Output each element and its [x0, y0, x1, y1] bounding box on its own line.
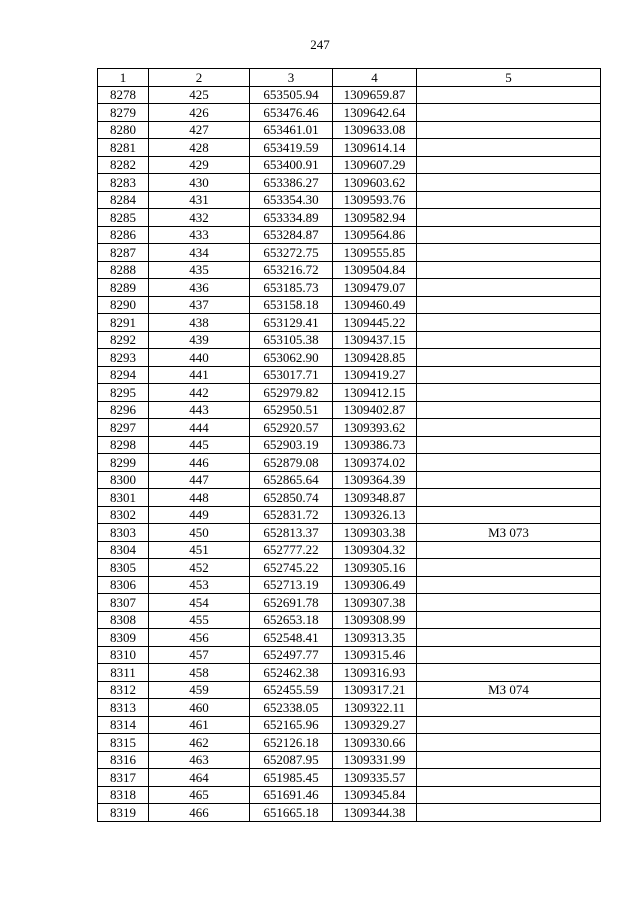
table-cell-col5 — [417, 594, 601, 612]
table-cell-col5 — [417, 436, 601, 454]
table-cell-col5 — [417, 646, 601, 664]
table-cell-col2: 427 — [149, 121, 250, 139]
table-cell-col1: 8296 — [98, 401, 149, 419]
table-cell-col2: 442 — [149, 384, 250, 402]
table-cell-col3: 652850.74 — [250, 489, 333, 507]
table-cell-col4: 1309593.76 — [333, 191, 417, 209]
table-cell-col3: 652087.95 — [250, 751, 333, 769]
table-cell-col1: 8317 — [98, 769, 149, 787]
table-cell-col3: 652497.77 — [250, 646, 333, 664]
table-row — [98, 279, 601, 297]
table-cell-col2: 462 — [149, 734, 250, 752]
table-cell-col4: 1309393.62 — [333, 419, 417, 437]
table-cell-col1: 8299 — [98, 454, 149, 472]
table-cell-col2: 438 — [149, 314, 250, 332]
table-cell-col5 — [417, 366, 601, 384]
table-cell-col5 — [417, 121, 601, 139]
table-cell-col1: 8291 — [98, 314, 149, 332]
table-cell-col5 — [417, 226, 601, 244]
table-cell-col4: 1309642.64 — [333, 104, 417, 122]
table-cell-col3: 653476.46 — [250, 104, 333, 122]
table-cell-col1: 8312 — [98, 681, 149, 699]
table-cell-col2: 428 — [149, 139, 250, 157]
table-cell-col2: 430 — [149, 174, 250, 192]
table-cell-col3: 653400.91 — [250, 156, 333, 174]
table-cell-col2: 463 — [149, 751, 250, 769]
table-cell-col1: 8294 — [98, 366, 149, 384]
table-row — [98, 471, 601, 489]
table-cell-col1: 8311 — [98, 664, 149, 682]
table-cell-col3: 653334.89 — [250, 209, 333, 227]
table-cell-col5 — [417, 716, 601, 734]
table-cell-col4: 1309305.16 — [333, 559, 417, 577]
table-cell-col1: 8314 — [98, 716, 149, 734]
table-cell-col2: 457 — [149, 646, 250, 664]
table-cell-col5: МЗ 074 — [417, 681, 601, 699]
table-cell-col3: 652831.72 — [250, 506, 333, 524]
table-cell-col5 — [417, 769, 601, 787]
table-cell-col2: 447 — [149, 471, 250, 489]
table-cell-col3: 653284.87 — [250, 226, 333, 244]
table-row — [98, 734, 601, 752]
table-cell-col3: 653158.18 — [250, 296, 333, 314]
table-row — [98, 611, 601, 629]
table-cell-col4: 1309306.49 — [333, 576, 417, 594]
table-cell-col3: 653386.27 — [250, 174, 333, 192]
table-cell-col4: 1309307.38 — [333, 594, 417, 612]
table-cell-col5 — [417, 191, 601, 209]
table-cell-col2: 451 — [149, 541, 250, 559]
table-cell-col1: 8302 — [98, 506, 149, 524]
table-cell-col1: 8295 — [98, 384, 149, 402]
table-row — [98, 86, 601, 104]
table-cell-col5 — [417, 786, 601, 804]
table-cell-col5 — [417, 174, 601, 192]
table-cell-col2: 437 — [149, 296, 250, 314]
table-cell-col2: 456 — [149, 629, 250, 647]
table-body — [98, 86, 601, 821]
table-row — [98, 769, 601, 787]
table-row — [98, 751, 601, 769]
table-cell-col4: 1309479.07 — [333, 279, 417, 297]
table-cell-col5: МЗ 073 — [417, 524, 601, 542]
table-cell-col4: 1309607.29 — [333, 156, 417, 174]
table-cell-col1: 8292 — [98, 331, 149, 349]
table-cell-col4: 1309437.15 — [333, 331, 417, 349]
table-row — [98, 489, 601, 507]
table-cell-col5 — [417, 296, 601, 314]
table-cell-col5 — [417, 349, 601, 367]
table-row — [98, 244, 601, 262]
table-row — [98, 454, 601, 472]
table-row — [98, 716, 601, 734]
table-cell-col3: 653017.71 — [250, 366, 333, 384]
table-cell-col3: 652950.51 — [250, 401, 333, 419]
table-cell-col5 — [417, 384, 601, 402]
table-cell-col3: 651665.18 — [250, 804, 333, 822]
table-cell-col1: 8297 — [98, 419, 149, 437]
table-cell-col5 — [417, 454, 601, 472]
table-cell-col3: 652548.41 — [250, 629, 333, 647]
table-cell-col3: 653216.72 — [250, 261, 333, 279]
table-cell-col1: 8319 — [98, 804, 149, 822]
table-cell-col3: 652879.08 — [250, 454, 333, 472]
table-cell-col4: 1309374.02 — [333, 454, 417, 472]
table-cell-col5 — [417, 209, 601, 227]
column-header-5: 5 — [417, 69, 601, 87]
table-cell-col1: 8285 — [98, 209, 149, 227]
table-cell-col2: 458 — [149, 664, 250, 682]
table-cell-col4: 1309460.49 — [333, 296, 417, 314]
table-row — [98, 786, 601, 804]
table-cell-col4: 1309504.84 — [333, 261, 417, 279]
table-cell-col1: 8293 — [98, 349, 149, 367]
table-cell-col2: 443 — [149, 401, 250, 419]
table-cell-col2: 425 — [149, 86, 250, 104]
table-cell-col1: 8306 — [98, 576, 149, 594]
table-cell-col2: 434 — [149, 244, 250, 262]
table-cell-col4: 1309331.99 — [333, 751, 417, 769]
table-cell-col4: 1309326.13 — [333, 506, 417, 524]
table-cell-col5 — [417, 244, 601, 262]
table-cell-col3: 653505.94 — [250, 86, 333, 104]
table-cell-col3: 653105.38 — [250, 331, 333, 349]
table-cell-col1: 8307 — [98, 594, 149, 612]
table-cell-col5 — [417, 139, 601, 157]
table-cell-col2: 453 — [149, 576, 250, 594]
table-cell-col3: 653461.01 — [250, 121, 333, 139]
table-cell-col1: 8284 — [98, 191, 149, 209]
table-cell-col3: 652903.19 — [250, 436, 333, 454]
table-cell-col4: 1309582.94 — [333, 209, 417, 227]
table-cell-col4: 1309329.27 — [333, 716, 417, 734]
table-cell-col3: 652462.38 — [250, 664, 333, 682]
table-cell-col4: 1309428.85 — [333, 349, 417, 367]
table-cell-col1: 8281 — [98, 139, 149, 157]
table-cell-col4: 1309445.22 — [333, 314, 417, 332]
table-cell-col1: 8305 — [98, 559, 149, 577]
header-row — [98, 69, 601, 87]
table-cell-col4: 1309419.27 — [333, 366, 417, 384]
table-cell-col5 — [417, 104, 601, 122]
table-cell-col5 — [417, 331, 601, 349]
table-cell-col4: 1309555.85 — [333, 244, 417, 262]
table-cell-col3: 652979.82 — [250, 384, 333, 402]
table-cell-col5 — [417, 541, 601, 559]
table-cell-col3: 651985.45 — [250, 769, 333, 787]
table-cell-col5 — [417, 576, 601, 594]
table-cell-col1: 8278 — [98, 86, 149, 104]
table-cell-col4: 1309304.32 — [333, 541, 417, 559]
table-cell-col4: 1309313.35 — [333, 629, 417, 647]
table-row — [98, 401, 601, 419]
table-row — [98, 699, 601, 717]
column-header-2: 2 — [149, 69, 250, 87]
table-cell-col3: 652713.19 — [250, 576, 333, 594]
table-cell-col1: 8290 — [98, 296, 149, 314]
table-cell-col2: 432 — [149, 209, 250, 227]
table-cell-col5 — [417, 559, 601, 577]
table-cell-col2: 431 — [149, 191, 250, 209]
table-cell-col5 — [417, 261, 601, 279]
page-number: 247 — [310, 37, 330, 52]
table-cell-col1: 8286 — [98, 226, 149, 244]
table-cell-col2: 460 — [149, 699, 250, 717]
table-cell-col1: 8288 — [98, 261, 149, 279]
table-cell-col4: 1309345.84 — [333, 786, 417, 804]
table-row — [98, 174, 601, 192]
table-cell-col5 — [417, 489, 601, 507]
table-cell-col2: 452 — [149, 559, 250, 577]
table-cell-col4: 1309603.62 — [333, 174, 417, 192]
table-cell-col4: 1309659.87 — [333, 86, 417, 104]
table-cell-col2: 450 — [149, 524, 250, 542]
table-row — [98, 629, 601, 647]
column-header-1: 1 — [98, 69, 149, 87]
table-row — [98, 559, 601, 577]
table-cell-col1: 8298 — [98, 436, 149, 454]
table-cell-col5 — [417, 804, 601, 822]
table-cell-col2: 448 — [149, 489, 250, 507]
table-cell-col1: 8283 — [98, 174, 149, 192]
table-cell-col3: 652813.37 — [250, 524, 333, 542]
table-cell-col3: 651691.46 — [250, 786, 333, 804]
table-cell-col1: 8318 — [98, 786, 149, 804]
table-row — [98, 419, 601, 437]
table-cell-col5 — [417, 156, 601, 174]
coordinates-table — [97, 68, 601, 822]
table-cell-col1: 8309 — [98, 629, 149, 647]
table-row — [98, 191, 601, 209]
table-cell-col2: 466 — [149, 804, 250, 822]
table-cell-col3: 652920.57 — [250, 419, 333, 437]
table-row — [98, 104, 601, 122]
table-cell-col3: 653272.75 — [250, 244, 333, 262]
table-cell-col4: 1309317.21 — [333, 681, 417, 699]
table-cell-col2: 433 — [149, 226, 250, 244]
table-cell-col4: 1309633.08 — [333, 121, 417, 139]
table-cell-col1: 8287 — [98, 244, 149, 262]
table-cell-col2: 455 — [149, 611, 250, 629]
table-cell-col5 — [417, 629, 601, 647]
table-cell-col4: 1309412.15 — [333, 384, 417, 402]
table-cell-col2: 429 — [149, 156, 250, 174]
table-row — [98, 541, 601, 559]
table-row — [98, 121, 601, 139]
table-row — [98, 804, 601, 822]
table-cell-col5 — [417, 471, 601, 489]
table-cell-col2: 426 — [149, 104, 250, 122]
table-cell-col1: 8303 — [98, 524, 149, 542]
table-cell-col2: 459 — [149, 681, 250, 699]
table-cell-col4: 1309315.46 — [333, 646, 417, 664]
table-cell-col2: 464 — [149, 769, 250, 787]
table-cell-col4: 1309402.87 — [333, 401, 417, 419]
table-row — [98, 139, 601, 157]
table-row — [98, 349, 601, 367]
table-cell-col1: 8315 — [98, 734, 149, 752]
table-row — [98, 576, 601, 594]
table-cell-col5 — [417, 699, 601, 717]
table-cell-col5 — [417, 86, 601, 104]
table-cell-col2: 454 — [149, 594, 250, 612]
table-cell-col4: 1309322.11 — [333, 699, 417, 717]
table-cell-col2: 439 — [149, 331, 250, 349]
table-cell-col3: 653062.90 — [250, 349, 333, 367]
table-cell-col3: 652338.05 — [250, 699, 333, 717]
table-cell-col2: 436 — [149, 279, 250, 297]
table-cell-col4: 1309303.38 — [333, 524, 417, 542]
table-row — [98, 209, 601, 227]
table-row — [98, 226, 601, 244]
table-cell-col4: 1309316.93 — [333, 664, 417, 682]
table-row — [98, 261, 601, 279]
table-cell-col1: 8304 — [98, 541, 149, 559]
table-cell-col4: 1309344.38 — [333, 804, 417, 822]
table-cell-col1: 8279 — [98, 104, 149, 122]
table-cell-col3: 652777.22 — [250, 541, 333, 559]
table-row — [98, 646, 601, 664]
table-cell-col5 — [417, 279, 601, 297]
table-cell-col3: 653354.30 — [250, 191, 333, 209]
column-header-4: 4 — [333, 69, 417, 87]
table-cell-col3: 653419.59 — [250, 139, 333, 157]
table-cell-col3: 652165.96 — [250, 716, 333, 734]
table-row — [98, 331, 601, 349]
table-cell-col5 — [417, 611, 601, 629]
table-cell-col3: 652455.59 — [250, 681, 333, 699]
table-cell-col5 — [417, 664, 601, 682]
table-cell-col1: 8300 — [98, 471, 149, 489]
table-cell-col1: 8316 — [98, 751, 149, 769]
table-cell-col2: 435 — [149, 261, 250, 279]
table-row — [98, 156, 601, 174]
table-cell-col1: 8282 — [98, 156, 149, 174]
table-cell-col2: 444 — [149, 419, 250, 437]
table-row — [98, 524, 601, 542]
table-cell-col2: 449 — [149, 506, 250, 524]
table-cell-col2: 441 — [149, 366, 250, 384]
table-cell-col5 — [417, 734, 601, 752]
table-row — [98, 296, 601, 314]
table-cell-col1: 8301 — [98, 489, 149, 507]
table-cell-col3: 652865.64 — [250, 471, 333, 489]
column-header-3: 3 — [250, 69, 333, 87]
table-cell-col1: 8280 — [98, 121, 149, 139]
table-row — [98, 366, 601, 384]
table-cell-col2: 440 — [149, 349, 250, 367]
table-row — [98, 506, 601, 524]
table-cell-col3: 652126.18 — [250, 734, 333, 752]
table-cell-col4: 1309564.86 — [333, 226, 417, 244]
table-cell-col1: 8310 — [98, 646, 149, 664]
table-cell-col3: 652745.22 — [250, 559, 333, 577]
table-cell-col3: 653185.73 — [250, 279, 333, 297]
table-cell-col1: 8289 — [98, 279, 149, 297]
table-cell-col4: 1309614.14 — [333, 139, 417, 157]
table-cell-col4: 1309364.39 — [333, 471, 417, 489]
table-row — [98, 594, 601, 612]
table-row — [98, 681, 601, 699]
table-cell-col2: 461 — [149, 716, 250, 734]
table-row — [98, 436, 601, 454]
table-cell-col2: 446 — [149, 454, 250, 472]
table-cell-col4: 1309348.87 — [333, 489, 417, 507]
table-row — [98, 664, 601, 682]
table-cell-col1: 8313 — [98, 699, 149, 717]
table-cell-col5 — [417, 419, 601, 437]
table-cell-col5 — [417, 401, 601, 419]
table-cell-col4: 1309330.66 — [333, 734, 417, 752]
table-cell-col4: 1309308.99 — [333, 611, 417, 629]
table-cell-col4: 1309335.57 — [333, 769, 417, 787]
table-cell-col4: 1309386.73 — [333, 436, 417, 454]
table-cell-col5 — [417, 314, 601, 332]
table-cell-col3: 652691.78 — [250, 594, 333, 612]
table-row — [98, 384, 601, 402]
table-cell-col2: 445 — [149, 436, 250, 454]
table-cell-col5 — [417, 506, 601, 524]
table-cell-col1: 8308 — [98, 611, 149, 629]
table-cell-col3: 653129.41 — [250, 314, 333, 332]
table-cell-col3: 652653.18 — [250, 611, 333, 629]
table-row — [98, 314, 601, 332]
table-cell-col2: 465 — [149, 786, 250, 804]
table-cell-col5 — [417, 751, 601, 769]
